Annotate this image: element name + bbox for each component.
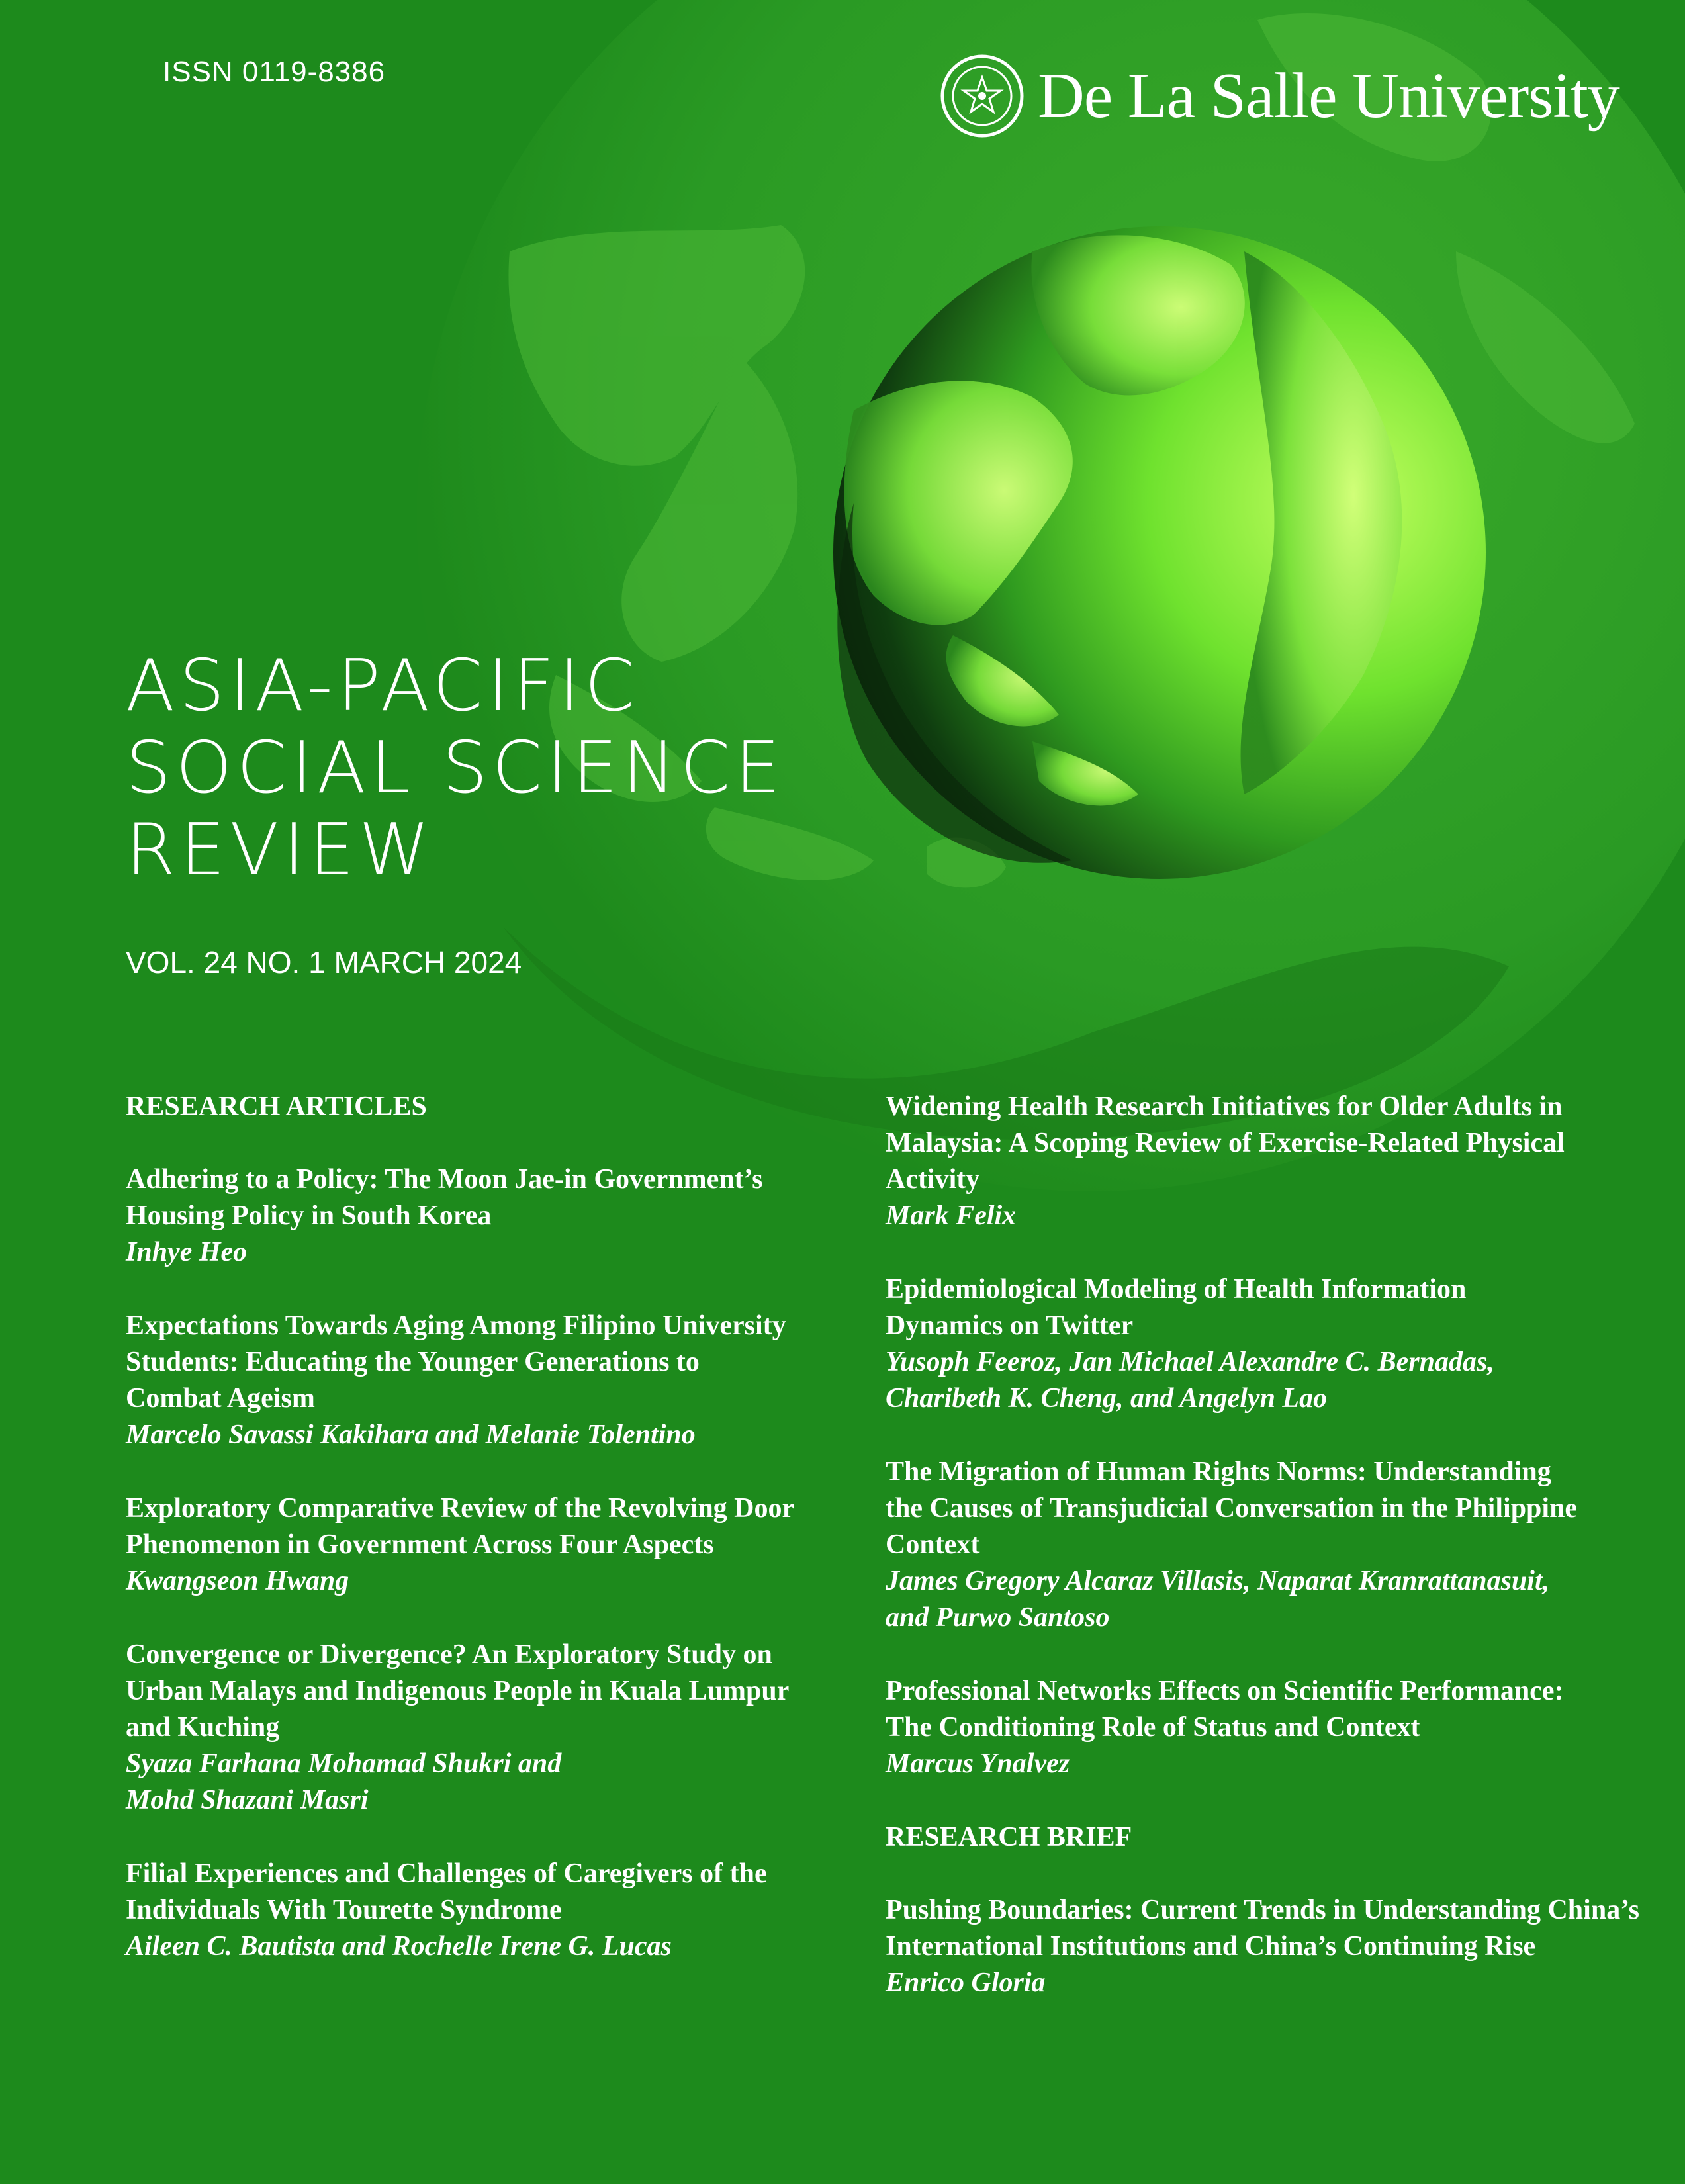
contents-right-column [886, 1089, 1647, 2038]
article-authors: Yusoph Feeroz, Jan Michael Alexandre C. Bernadas, Charibeth K. Cheng, and Angelyn Lao [886, 1347, 1494, 1414]
article-entry [886, 1089, 1647, 1234]
publisher-brand [940, 46, 1619, 146]
journal-title-line-2: SOCIAL SCIENCE [126, 727, 785, 809]
article-title: Adhering to a Policy: The Moon Jae-in Government’s Housing Policy in South Korea [126, 1164, 763, 1231]
article-authors: Mark Felix [886, 1201, 1017, 1231]
article-title: Professional Networks Effects on Scientific Performance: The Conditioning Role of Status and Context [886, 1676, 1564, 1743]
article-authors: Marcelo Savassi Kakihara and Melanie Tolentino [126, 1420, 696, 1450]
article-entry [126, 1490, 860, 1600]
article-entry [886, 1892, 1647, 2001]
article-authors: Kwangseon Hwang [126, 1566, 349, 1596]
article-title: Exploratory Comparative Review of the Revolving Door Phenomenon in Government Across Four Aspects [126, 1493, 795, 1560]
university-seal-icon [940, 54, 1025, 138]
article-authors: James Gregory Alcaraz Villasis, Naparat Kranrattanasuit, and Purwo Santoso [886, 1566, 1550, 1633]
article-title: Convergence or Divergence? An Exploratory Study on Urban Malays and Indigenous People in Kuala Lumpur and Kuching [126, 1639, 790, 1743]
research-brief-heading: RESEARCH BRIEF [886, 1822, 1132, 1852]
article-authors: Marcus Ynalvez [886, 1749, 1070, 1779]
article-authors: Enrico Gloria [886, 1968, 1046, 1998]
article-authors: Aileen C. Bautista and Rochelle Irene G. Lucas [126, 1931, 672, 1962]
contents-left-column [126, 1089, 860, 2002]
article-title: Filial Experiences and Challenges of Caregivers of the Individuals With Tourette Syndrome [126, 1858, 767, 1925]
article-title: Epidemiological Modeling of Health Information Dynamics on Twitter [886, 1274, 1467, 1341]
issn-label: ISSN 0119-8386 [163, 56, 386, 88]
article-title: Widening Health Research Initiatives for Older Adults in Malaysia: A Scoping Review of Exercise-Related Physical Activity [886, 1091, 1565, 1195]
article-title: Expectations Towards Aging Among Filipino University Students: Educating the Younger Generations to Combat Ageism [126, 1310, 786, 1414]
article-entry [886, 1673, 1647, 1782]
journal-title-line-3: REVIEW [126, 809, 435, 891]
publisher-name: De La Salle University [1038, 60, 1619, 132]
journal-title-line-1: ASIA-PACIFIC [126, 645, 639, 727]
research-articles-heading: RESEARCH ARTICLES [126, 1091, 427, 1122]
article-title: Pushing Boundaries: Current Trends in Understanding China’s International Institutions and China’s Continuing Rise [886, 1895, 1639, 1962]
journal-title [126, 645, 785, 891]
article-entry [126, 1637, 860, 1819]
article-authors: Inhye Heo [126, 1237, 248, 1267]
article-title: The Migration of Human Rights Norms: Understanding the Causes of Transjudicial Conversation in the Philippine Context [886, 1457, 1578, 1560]
article-entry [886, 1454, 1647, 1636]
article-authors: Syaza Farhana Mohamad Shukri and Mohd Shazani Masri [126, 1749, 562, 1815]
article-entry [886, 1271, 1647, 1417]
issue-info: VOL. 24 NO. 1 MARCH 2024 [126, 945, 522, 979]
article-entry [126, 1856, 860, 1965]
article-entry [126, 1161, 860, 1271]
article-entry [126, 1308, 860, 1453]
